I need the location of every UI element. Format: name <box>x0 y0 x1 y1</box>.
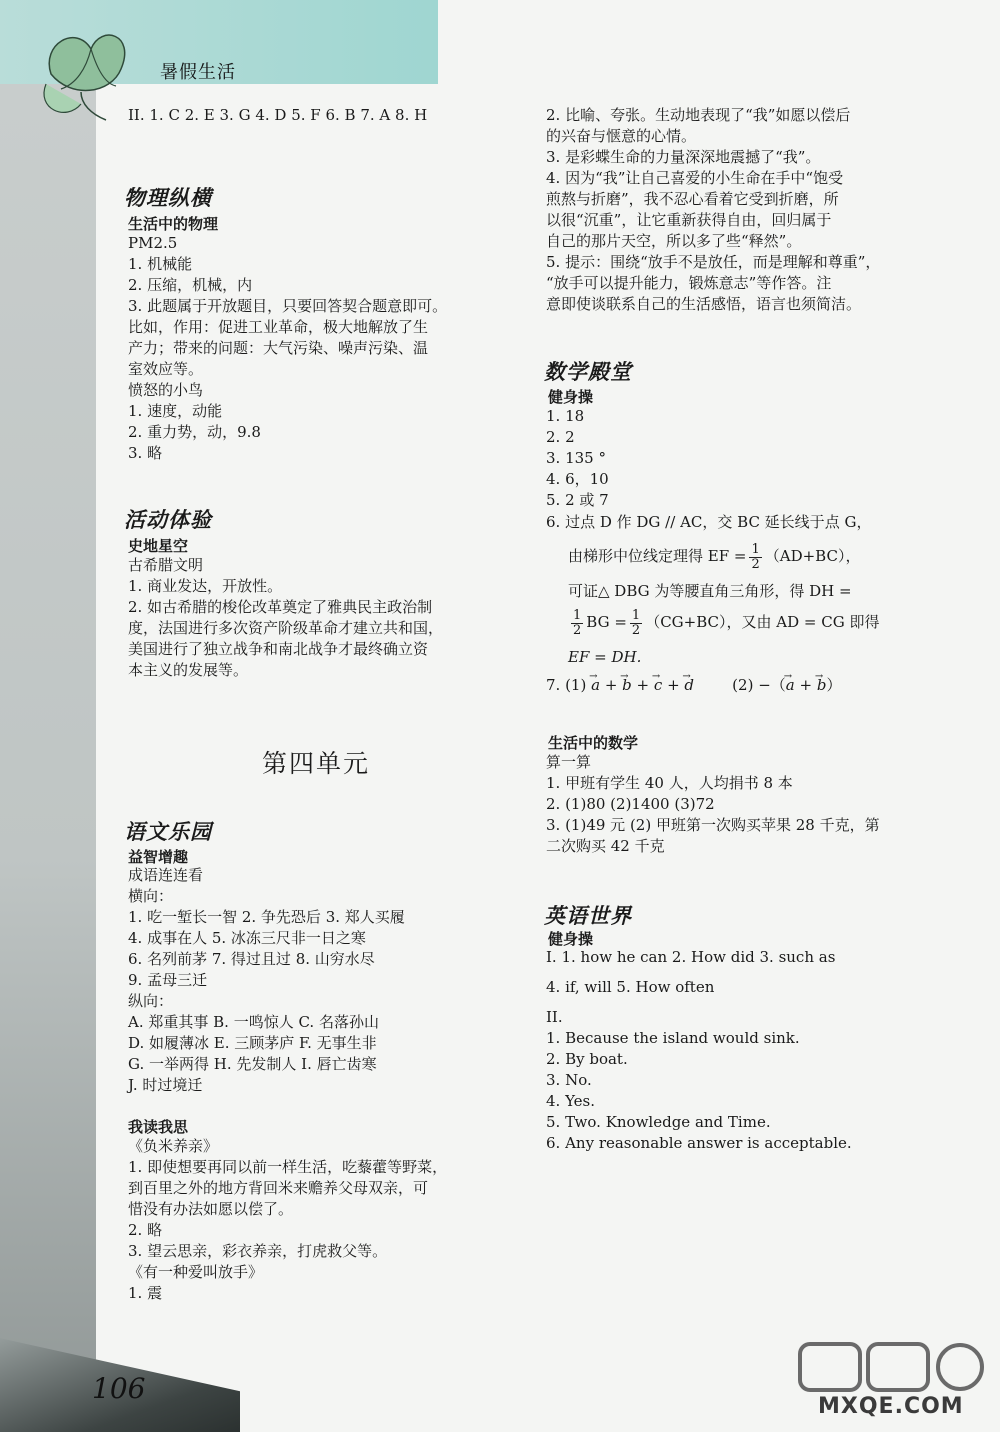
activity-line: 2. 如古希腊的梭伦改革奠定了雅典民主政治制 <box>128 598 433 616</box>
q6-text: BG = <box>586 613 627 631</box>
physics-line: 室效应等。 <box>128 360 204 378</box>
life-math-line: 1. 甲班有学生 40 人，人均捐书 8 本 <box>546 774 793 792</box>
fraction-denominator: 2 <box>751 556 760 572</box>
heng-line: 6. 名列前茅 7. 得过且过 8. 山穷水尽 <box>128 950 375 968</box>
q7-close: ） <box>826 676 842 694</box>
page-number: 106 <box>92 1372 146 1405</box>
math-sub: 健身操 <box>548 388 594 406</box>
english-sub: 健身操 <box>548 930 594 948</box>
math-q6-line5: EF = DH. <box>568 648 642 666</box>
top-answer-line: II. 1. C 2. E 3. G 4. D 5. F 6. B 7. A 8. H <box>128 106 428 124</box>
physics-title: 物理纵横 <box>124 186 212 210</box>
right-line: 以很“沉重”，让它重新获得自由，回归属于 <box>546 211 832 229</box>
watermark-url: MXQE.COM <box>818 1394 964 1419</box>
english-ii-line: 2. By boat. <box>546 1050 628 1068</box>
life-math-line: 3. (1)49 元 (2) 甲班第一次购买苹果 28 千克，第 <box>546 816 880 834</box>
fraction <box>630 609 642 638</box>
activity-line: 度，法国进行多次资产阶级革命才建立共和国， <box>128 619 444 637</box>
life-math-line: 2. (1)80 (2)1400 (3)72 <box>546 795 715 813</box>
vector-b: → b <box>817 676 827 695</box>
fraction <box>571 609 583 638</box>
math-q7: 7. (1) → a + → b + → c + → d (2) −（→ a + → b） <box>546 676 841 695</box>
zong-line: A. 郑重其事 B. 一鸣惊人 C. 名落孙山 <box>128 1013 379 1031</box>
read-line: 2. 略 <box>128 1221 163 1239</box>
math-line: 3. 135 ° <box>546 449 606 467</box>
zong-label: 纵向： <box>128 992 174 1010</box>
physics-line: 2. 压缩，机械，内 <box>128 276 253 294</box>
english-ii-line: 3. No. <box>546 1071 592 1089</box>
fraction-numerator: 1 <box>751 541 760 557</box>
english-ii-line: 1. Because the island would sink. <box>546 1029 800 1047</box>
vector-d: → d <box>684 676 694 695</box>
physics-line: 1. 速度，动能 <box>128 402 223 420</box>
right-line: 4. 因为“我”让自己喜爱的小生命在手中“饱受 <box>546 169 844 187</box>
vector-c: → c <box>654 676 662 695</box>
right-line: 煎熬与折磨”，我不忍心看着它受到折磨，所 <box>546 190 839 208</box>
read-line: 到百里之外的地方背回米来赡养父母双亲，可 <box>128 1179 429 1197</box>
zong-line: J. 时过境迁 <box>128 1076 203 1094</box>
math-line: 2. 2 <box>546 428 575 446</box>
right-line: 意即使谈联系自己的生活感悟，语言也须简洁。 <box>546 295 862 313</box>
physics-line: 3. 略 <box>128 444 163 462</box>
english-i-line: I. 1. how he can 2. How did 3. such as <box>546 948 836 966</box>
activity-sub: 史地星空 <box>128 537 189 555</box>
math-q6-line4 <box>568 606 879 638</box>
physics-line: 1. 机械能 <box>128 255 193 273</box>
math-q6-line2 <box>568 540 860 572</box>
zong-line: D. 如履薄冰 E. 三顾茅庐 F. 无事生非 <box>128 1034 377 1052</box>
activity-line: 美国进行了独立战争和南北战争才最终确立资 <box>128 640 429 658</box>
read-topic: 《负米养亲》 <box>128 1137 219 1155</box>
read-line: 3. 望云思亲，彩衣养亲，打虎救父等。 <box>128 1242 388 1260</box>
fraction-numerator: 1 <box>573 607 582 623</box>
right-line: 2. 比喻、夸张。生动地表现了“我”如愿以偿后 <box>546 106 851 124</box>
physics-sub: 生活中的物理 <box>128 215 219 233</box>
physics-line: 产力；带来的问题：大气污染、噪声污染、温 <box>128 339 429 357</box>
physics-topic: PM2.5 <box>128 234 178 252</box>
vector-a: → a <box>786 676 795 695</box>
english-ii-line: 4. Yes. <box>546 1092 596 1110</box>
heng-label: 横向： <box>128 887 174 905</box>
left-margin-band <box>0 0 96 1432</box>
physics-line: 2. 重力势，动，9.8 <box>128 423 261 441</box>
read-topic3: 《有一种爱叫放手》 <box>128 1263 264 1281</box>
math-title: 数学殿堂 <box>544 360 632 384</box>
right-line: 的兴奋与惬意的心情。 <box>546 127 697 145</box>
zong-line: G. 一举两得 H. 先发制人 I. 唇亡齿寒 <box>128 1055 377 1073</box>
heng-line: 9. 孟母三迁 <box>128 971 208 989</box>
read-line: 1. 即使想要再同以前一样生活，吃藜藿等野菜， <box>128 1158 448 1176</box>
q6-text: （AD+BC）， <box>764 547 861 565</box>
math-line: 5. 2 或 7 <box>546 491 609 509</box>
math-q6-line3: 可证△ DBG 为等腰直角三角形，得 DH = <box>568 582 852 600</box>
vector-b: → b <box>622 676 632 695</box>
physics-line: 比如，作用：促进工业革命，极大地解放了生 <box>128 318 429 336</box>
chinese-title: 语文乐园 <box>124 820 212 844</box>
physics-line: 3. 此题属于开放题目，只要回答契合题意即可。 <box>128 297 448 315</box>
right-line: 5. 提示：围绕“放手不是放任，而是理解和尊重”， <box>546 253 881 271</box>
activity-topic: 古希腊文明 <box>128 556 204 574</box>
activity-line: 本主义的发展等。 <box>128 661 249 679</box>
q6-text: （CG+BC），又由 AD = CG 即得 <box>645 613 880 631</box>
math-line: 1. 18 <box>546 407 585 425</box>
header-title: 暑假生活 <box>160 62 236 83</box>
english-i-line: 4. if, will 5. How often <box>546 978 715 996</box>
chinese-topic: 成语连连看 <box>128 866 204 884</box>
fraction-numerator: 1 <box>631 607 641 623</box>
math-line: 4. 6，10 <box>546 470 609 488</box>
heng-line: 4. 成事在人 5. 冰冻三尺非一日之寒 <box>128 929 366 947</box>
right-line: 自己的那片天空，所以多了些“释然”。 <box>546 232 802 250</box>
activity-line: 1. 商业发达，开放性。 <box>128 577 283 595</box>
life-math-topic: 算一算 <box>546 753 592 771</box>
unit-title: 第四单元 <box>262 749 371 778</box>
read-last-line: 1. 震 <box>128 1284 163 1302</box>
life-math-line: 二次购买 42 千克 <box>546 837 665 855</box>
q7-part2: (2) −（ <box>732 676 786 694</box>
english-ii-line: 5. Two. Knowledge and Time. <box>546 1113 771 1131</box>
activity-title: 活动体验 <box>124 508 212 532</box>
physics-topic2: 愤怒的小鸟 <box>128 381 204 399</box>
english-ii-label: II. <box>546 1008 563 1026</box>
chinese-sub: 益智增趣 <box>128 848 189 866</box>
math-q6-line1: 6. 过点 D 作 DG // AC，交 BC 延长线于点 G， <box>546 513 872 531</box>
right-line: 3. 是彩蝶生命的力量深深地震撼了“我”。 <box>546 148 821 166</box>
right-line: “放手可以提升能力，锻炼意志”等作答。注 <box>546 274 832 292</box>
vector-a: → a <box>591 676 600 695</box>
fraction <box>749 543 761 572</box>
read-line: 惜没有办法如愿以偿了。 <box>128 1200 294 1218</box>
q6-text: 由梯形中位线定理得 EF = <box>568 547 747 565</box>
english-ii-line: 6. Any reasonable answer is acceptable. <box>546 1134 852 1152</box>
read-sub: 我读我思 <box>128 1118 189 1136</box>
life-math-sub: 生活中的数学 <box>548 734 639 752</box>
fraction-denominator: 2 <box>573 622 582 638</box>
heng-line: 1. 吃一堑长一智 2. 争先恐后 3. 郑人买履 <box>128 908 405 926</box>
fraction-denominator: 2 <box>631 622 641 638</box>
q7-prefix: 7. (1) <box>546 676 587 694</box>
english-title: 英语世界 <box>544 904 632 928</box>
